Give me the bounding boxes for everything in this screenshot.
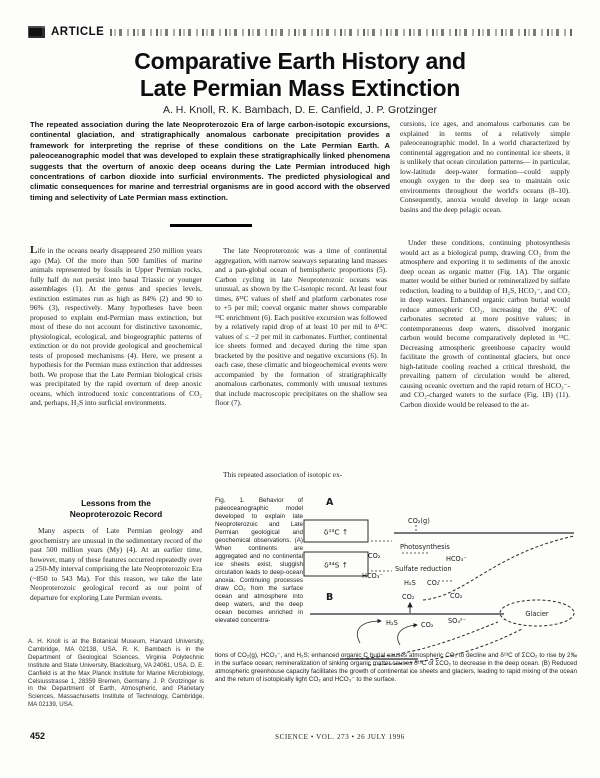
journal-footer-line: SCIENCE • VOL. 273 • 26 JULY 1996 [275,733,405,741]
body-col1-para1: Life in the oceans nearly disappeared 250 million years ago (Ma). Of the more than 500 families of marine animals represented by fossils in Upper Permian rocks, fully half do not persist into basal Triassic or younger assemblages (1). At the genus and species levels, extinction estimates run as high as 84% (2) and 90 to 96% (3), respectively. Many hypotheses have been proposed to explain end-Permian mass extinction, but most of these do not account for distinctive taxonomic, physiological, ecological, and biogeographic patterns of extinction or do not provide geological and geochemical tests of proposed mechanisms (4). Here, we present a hypothesis for the Permian mass extinction that addresses both. We propose that the Late Permian biological crisis was precipitated by the rapid overturn of deep anoxic oceans, which introduced toxic concentrations of CO₂ and, perhaps, H₂S into surficial environments. [30,244,202,407]
page-title [28,48,572,102]
panelA-co2-deep-label: CO₂ [427,579,440,587]
title-line-1: Comparative Earth History and [134,48,466,74]
panelA-hco3-left-label: HCO₃⁻ [362,572,383,580]
panelA-s-isotope-text: δ³⁴S ↑ [324,560,348,570]
body-col3-para5: Under these conditions, continuing photosynthesis would act as a biological pump, drawing CO₂ from the atmosphere and exporting it to sediments of the anoxic deep ocean as organic matter (Fig. 1A). The organic matter would be either buried or remineralized by sulfate reduction, leading to a buildup of H₂S, HCO₃⁻, and CO₂ in deep waters. Enhanced organic carbon burial would reduce atmospheric CO₂, increasing the δ¹³C of carbonates secreted at more positive values; in contemporaneous deep waters, dissolved inorganic carbon would become comparatively depleted in ¹³C. Decreasing atmospheric greenhouse capacity would facilitate the growth of continental glaciers, but once high-latitude cooling reached a critical threshold, the prevailing pattern of circulation would be altered, causing oceanic overturn and the rapid return of HCO₃⁻- and CO₂-charged waters to the surface (Fig. 1B) (11). Carbon dioxide would be released to the at- [400,238,570,409]
figure1-caption-bottom: tions of CO₂(g), HCO₃⁻, and H₂S; enhanced organic C burial causes atmospheric CO₂ to decline and δ¹³C of ΣCO₂ to rise by 2‰ in the surface ocean; remineralization of sinking organic matter causes δ¹³C of ΣCO₂ to decrease in the deep ocean. (B) Reduced atmospheric greenhouse capacity facilitates the growth of continental ice sheets and glaciers, leading to rapid mixing of the ocean and the return of isotopically light CO₂ and HCO₃⁻ to the surface. [215,652,577,683]
panelA-photosynthesis-label: Photosynthesis [400,543,450,551]
science-section-logo-icon [28,26,45,38]
body-col2-para3: The late Neoproterozoic was a time of continental aggregation, with narrow seaways separating land masses and a pan-global ocean of hemispheric proportions (5). Carbon cycling in late Neoproterozoic oceans was unusual, as shown by the C-isotopic record. At least four times, δ¹³C values of shelf and platform carbonates rose to +5 per mil; coeval organic matter shows comparable ¹³C enrichment (6). Each positive excursion was followed by a relatively rapid drop of at least 10 per mil to δ¹³C values of ≤ −2 per mil in carbonates. Further, continental ice sheets formed and decayed during the time span bracketed by the positive and negative excursions (6). In each case, these climatic and biogeochemical events were accompanied by the formation of stratigraphically anomalous carbonates, commonly with unusual textures that include macroscopic precipitates on the shallow sea floor (7). [215,246,387,407]
section-header [28,26,572,38]
panelB-glacier-label: Glacier [525,610,549,618]
body-col3-para4-continued: cursions, ice ages, and anomalous carbonates can be explained in terms of a relatively simple paleoceanographic model. In a world characterized by continental aggregation and no continental ice sheets, it is unlikely that ocean circulation patterns— in particular, low-latitude deep-water formation—could supply enough oxygen to the deep sea to maintain oxic environments throughout the world's oceans (8–10). Consequently, anoxia would develop in large ocean basins and the deep pelagic ocean. [400,119,570,214]
abstract-divider-rule [170,224,252,227]
panelA-co2-mid-label: CO₂ [368,552,381,560]
section-heading [30,498,202,519]
figure1-svg [298,492,580,670]
panelA-co2-atm-label: CO₂(g) [408,517,430,525]
figure1-diagram [298,492,580,670]
panelB-co2-deep-label: CO₂ [421,621,434,629]
section-heading-line2: Neoproterozoic Record [69,508,163,519]
section-label: ARTICLE [51,26,105,38]
figure1-caption-side: Fig. 1. Behavior of paleoceanographic model developed to explain late Neoproterozoic and Late Permian geological and geochemical observations. (A) When continents are aggregated and no continental ice sheets exist, sluggish circulation leads to deep-ocean anoxia. Continuing processes draw CO₂ from the surface ocean and atmosphere into deep waters, and the deep ocean becomes enriched in elevated concentra- [215,497,303,624]
abstract: The repeated association during the late Neoproterozoic Era of large carbon-isotopic excursions, continental glaciation, and stratigraphically anomalous carbonate precipitation provides a framework for interpreting the reprise of these conditions on the Late Permian Earth. A paleoceanographic model that was developed to explain these stratigraphically linked phenomena suggests that the overturn of anoxic deep oceans during the Late Permian introduced high concentrations of carbon dioxide into surficial environments. The predicted physiological and climatic consequences for marine and terrestrial organisms are in good accord with the observed timing and selectivity of Late Permian mass extinction. [30,120,390,202]
panelB-co2-outgas-label: CO₂ [402,593,415,601]
body-col1-para2: Many aspects of Late Permian geology and geochemistry are unusual in the sedimentary record of the past 500 million years (My) (4). At an earlier time, however, many of these features occurred repeatedly over a 250-My interval comprising the late Neoproterozoic Era (~850 to 543 Ma). For this reason, we take the late Neoproterozoic geological record as our point of departure for exploring Late Permian events. [30,526,202,602]
panelB-h2s-cycle-arrow [357,621,381,643]
author-byline: A. H. Knoll, R. K. Bambach, D. E. Canfield, J. P. Grotzinger [162,104,438,116]
author-affiliations-footnote: A. H. Knoll is at the Botanical Museum, Harvard University, Cambridge, MA 02138, USA. R. K. Bambach is in the Department of Geological Sciences, Virginia Polytechnic Institute and State University, Blacksburg, VA 24061, USA. D. E. Canfield is at the Max Planck Institute for Marine Microbiology, Celsiusstrasse 1, 28359 Bremen, Germany. J. P. Grotzinger is in the Department of Earth, Atmospheric, and Planetary Sciences, Massachusetts Institute of Technology, Cambridge, MA 02139, USA. [28,638,204,709]
body-col2-para4-opening: This repeated association of isotopic ex- [223,470,343,479]
panelA-hco3-right-label: HCO₃⁻ [446,555,467,563]
panelB-h2s-label: H₂S [386,619,398,627]
panelB-co2-cycle-arrow [398,625,417,645]
header-noise-strip [110,29,572,36]
panelA-sulfate-reduction-label: Sulfate reduction [395,565,452,573]
panelB-sulfate-label: SO₄²⁻ [448,617,467,625]
section-heading-line1: Lessons from the [81,498,151,508]
title-line-2: Late Permian Mass Extinction [139,75,461,101]
panelB-co2-atm-label: CO₂ [450,592,463,600]
figure1-panelB-label: B [326,592,334,603]
page-number: 452 [30,731,46,741]
panelA-c-isotope-text: δ¹³C ↑ [323,527,349,537]
panelA-h2s-label: H₂S [404,579,416,587]
panelB-overturn-curve-1 [340,622,498,659]
figure1-panelA-label: A [326,497,334,508]
